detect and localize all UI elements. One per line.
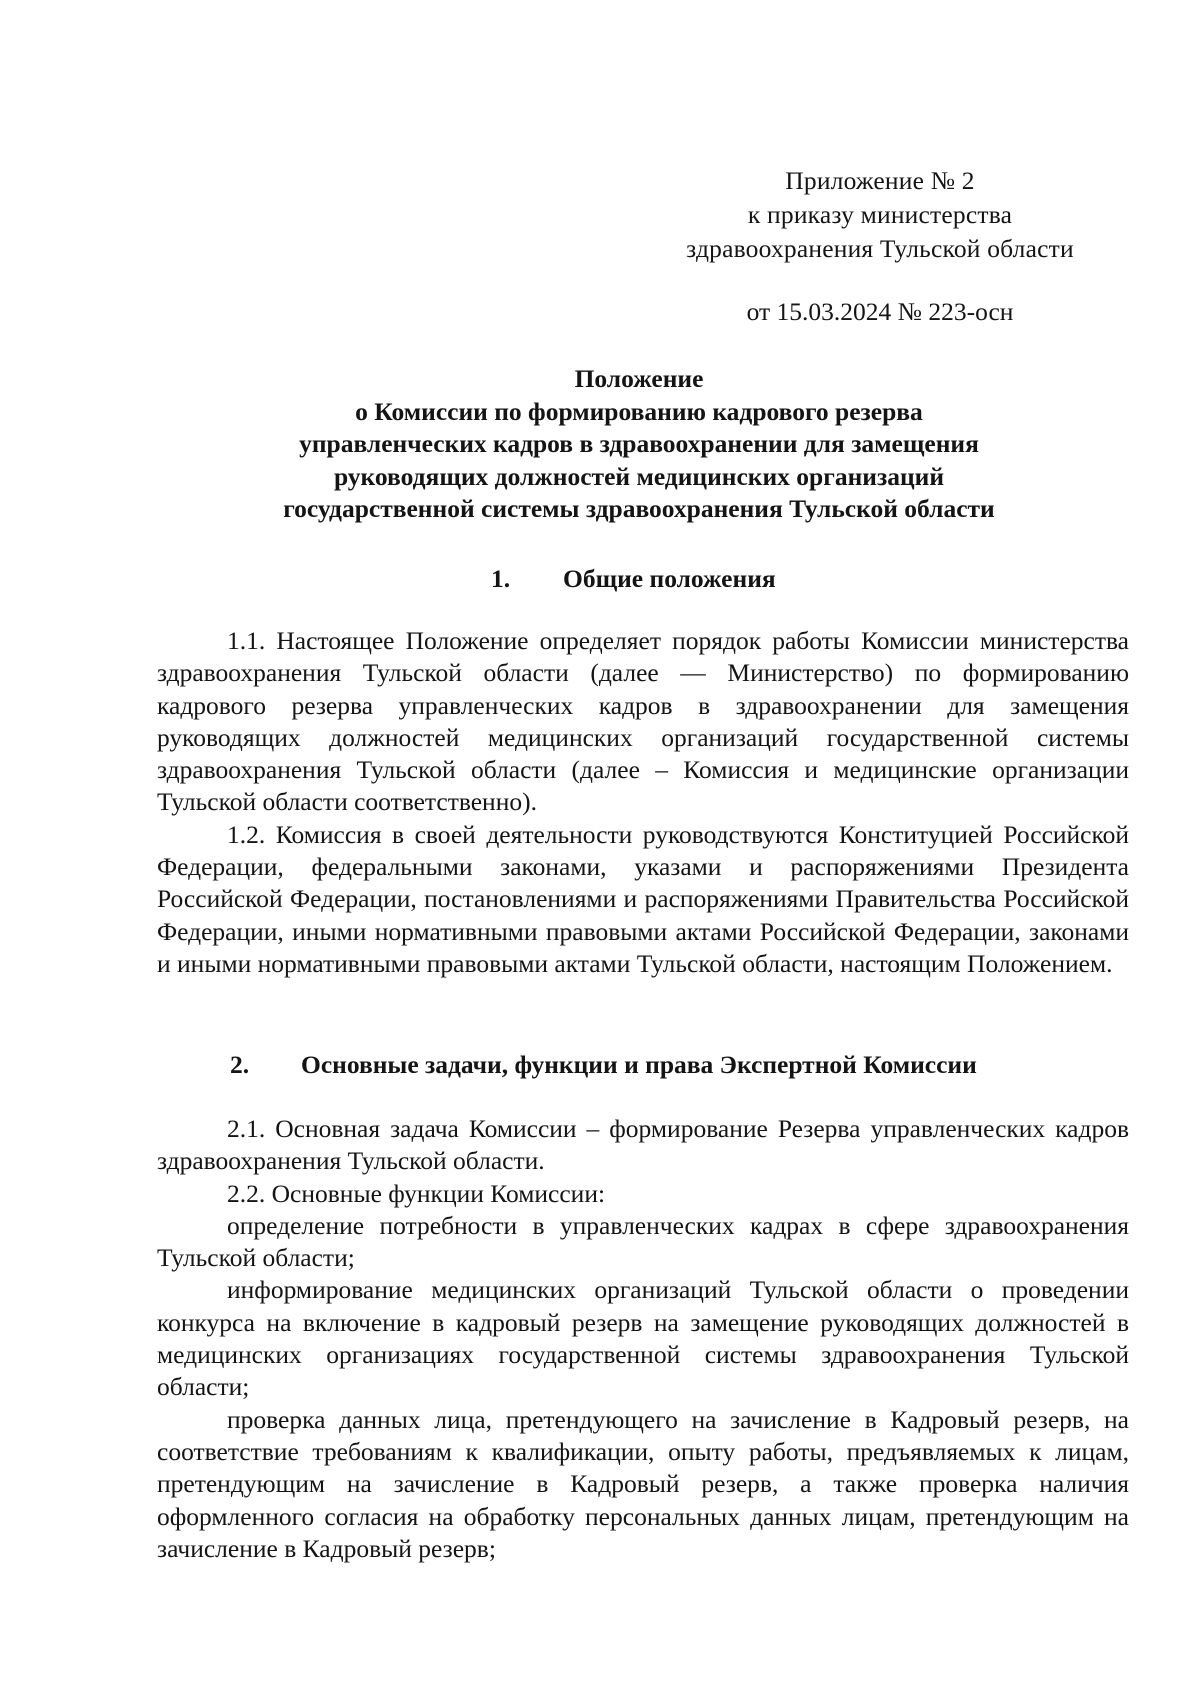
section-title: Общие положения [563,564,776,593]
title-line: управленческих кадров в здравоохранении для замещения [299,429,979,458]
section-1-heading [0,563,1200,595]
paragraph: 1.1. Настоящее Положение определяет порядок работы Комиссии министерства здравоохранения Тульской области (далее — Министерство) по формированию кадрового резерва управленческих кадров в здравоохранении для замещения руководящих должностей медицинских организаций государственной системы здравоохранения Тульской области (далее – Комиссия и медицинские организации Тульской области соответственно). [157,626,1129,817]
order-date: от 15.03.2024 № 223-осн [746,297,1014,326]
appendix-number: Приложение № 2 [785,166,975,195]
section-2-heading [0,1049,1200,1081]
paragraph: проверка данных лица, претендующего на зачисление в Кадровый резерв, на соответствие требованиям к квалификации, опыту работы, предъявляемых к лицам, претендующим на зачисление в Кадровый резерв, а также проверка наличия оформленного согласия на обработку персональных данных лицам, претендующим на зачисление в Кадровый резерв; [157,1404,1129,1563]
paragraph: информирование медицинских организаций Тульской области о проведении конкурса на включение в кадровый резерв на замещение руководящих должностей в медицинских организациях государственной системы здравоохранения Тульской области; [157,1275,1129,1402]
section-title: Основные задачи, функции и права Экспертной Комиссии [301,1050,977,1079]
paragraph: определение потребности в управленческих кадрах в сфере здравоохранения Тульской области; [157,1210,1129,1273]
paragraph: 2.2. Основные функции Комиссии: [227,1178,606,1208]
appendix-ministry: здравоохранения Тульской области [686,234,1074,263]
document-title [150,363,1128,526]
title-line: о Комиссии по формированию кадрового резерва [355,396,923,426]
section-number: 2. [230,1050,250,1079]
paragraph: 2.1. Основная задача Комиссии – формирование Резерва управленческих кадров здравоохранения Тульской области. [157,1114,1129,1176]
section-1-body [157,625,1129,980]
appendix-order-ref: к приказу министерства [747,200,1013,229]
section-2-body [157,1113,1129,1565]
title-line: государственной системы здравоохранения Тульской области [283,494,995,523]
paragraph: 1.2. Комиссия в своей деятельности руководствуются Конституцией Российской Федерации, федеральными законами, указами и распоряжениями Президента Российской Федерации, постановлениями и распоряжениями Правительства Российской Федерации, иными нормативными правовыми актами Российской Федерации, законами и иными нормативными правовыми актами Тульской области, настоящим Положением. [157,819,1129,978]
title-line: руководящих должностей медицинских организаций [333,461,945,491]
title-line: Положение [574,364,704,393]
section-number: 1. [491,564,511,593]
appendix-header [660,164,1100,266]
